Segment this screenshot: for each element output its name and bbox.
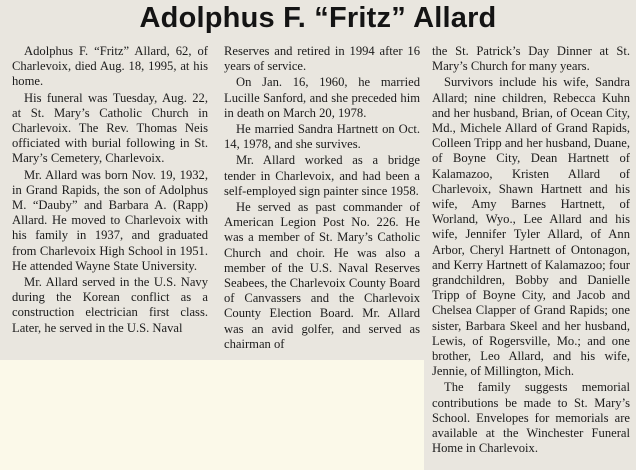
text-column-3 — [432, 44, 630, 464]
paragraph: Mr. Allard served in the U.S. Navy during the Korean conflict as a construction electrician first class. Later, he served in the U.S. Naval — [12, 275, 208, 335]
headline: Adolphus F. “Fritz” Allard — [139, 2, 497, 34]
paragraph: Survivors include his wife, Sandra Allard; nine children, Rebecca Kuhn and her husband, Brian, of Ocean City, Md., Michele Allard of Grand Rapids, Colleen Tripp and her husband, Duane, of Boyne City, Dean Hartnett of Kalamazoo, Kristen Allard of Charlevoix, Shawn Hartnett and his wife, Amy Barnes Hartnett, of Worland, Wyo., Lee Allard and his wife, Jennifer Tyler Allard, of Ann Arbor, Cheryl Hartnett of Ontonagon, and Kerry Hartnett of Kalamazoo; four grandchildren, Bobby and Danielle Tripp of Boyne City, and Jacob and Chelsea Clapper of Grand Rapids; one sister, Barbara Skeel and her husband, Lewis, of Rogersville, Mo.; and one brother, Leo Allard, and his wife, Jennie, of Millington, Mich. — [432, 75, 630, 379]
paragraph: Mr. Allard was born Nov. 19, 1932, in Grand Rapids, the son of Adolphus M. “Dauby” and Barbara A. (Rapp) Allard. He moved to Charlevoix with his family in 1937, and graduated from Charlevoix High School in 1951. He attended Wayne State University. — [12, 167, 208, 273]
paragraph: The family suggests memorial contributions be made to St. Mary’s School. Envelopes for memorials are available at the Winchester Funeral Home in Charlevoix. — [432, 380, 630, 456]
paragraph: the St. Patrick’s Day Dinner at St. Mary’s Church for many years. — [432, 44, 630, 74]
paragraph: Mr. Allard worked as a bridge tender in Charlevoix, and had been a self-employed sign painter since 1958. — [224, 153, 420, 198]
paragraph: His funeral was Tuesday, Aug. 22, at St. Mary’s Catholic Church in Charlevoix. The Rev. Thomas Neis officiated with burial following in St. Mary’s Cemetery, Charlevoix. — [12, 90, 208, 166]
text-column-1 — [12, 44, 208, 362]
paragraph: Adolphus F. “Fritz” Allard, 62, of Charlevoix, died Aug. 18, 1995, at his home. — [12, 44, 208, 89]
paragraph: He married Sandra Hartnett on Oct. 14, 1978, and she survives. — [224, 122, 420, 152]
text-column-2 — [224, 44, 420, 362]
paragraph: He served as past commander of American Legion Post No. 226. He was a member of St. Mary’s Catholic Church and choir. He was also a member of the U.S. Naval Reserves Seabees, the Charlevoix County Board of Canvassers and the Charlevoix County Election Board. Mr. Allard was an avid golfer, and served as chairman of — [224, 200, 420, 351]
paragraph: Reserves and retired in 1994 after 16 years of service. — [224, 44, 420, 74]
blank-paper-area — [0, 360, 424, 470]
paragraph: On Jan. 16, 1960, he married Lucille Sanford, and she preceded him in death on March 20, 1978. — [224, 75, 420, 120]
